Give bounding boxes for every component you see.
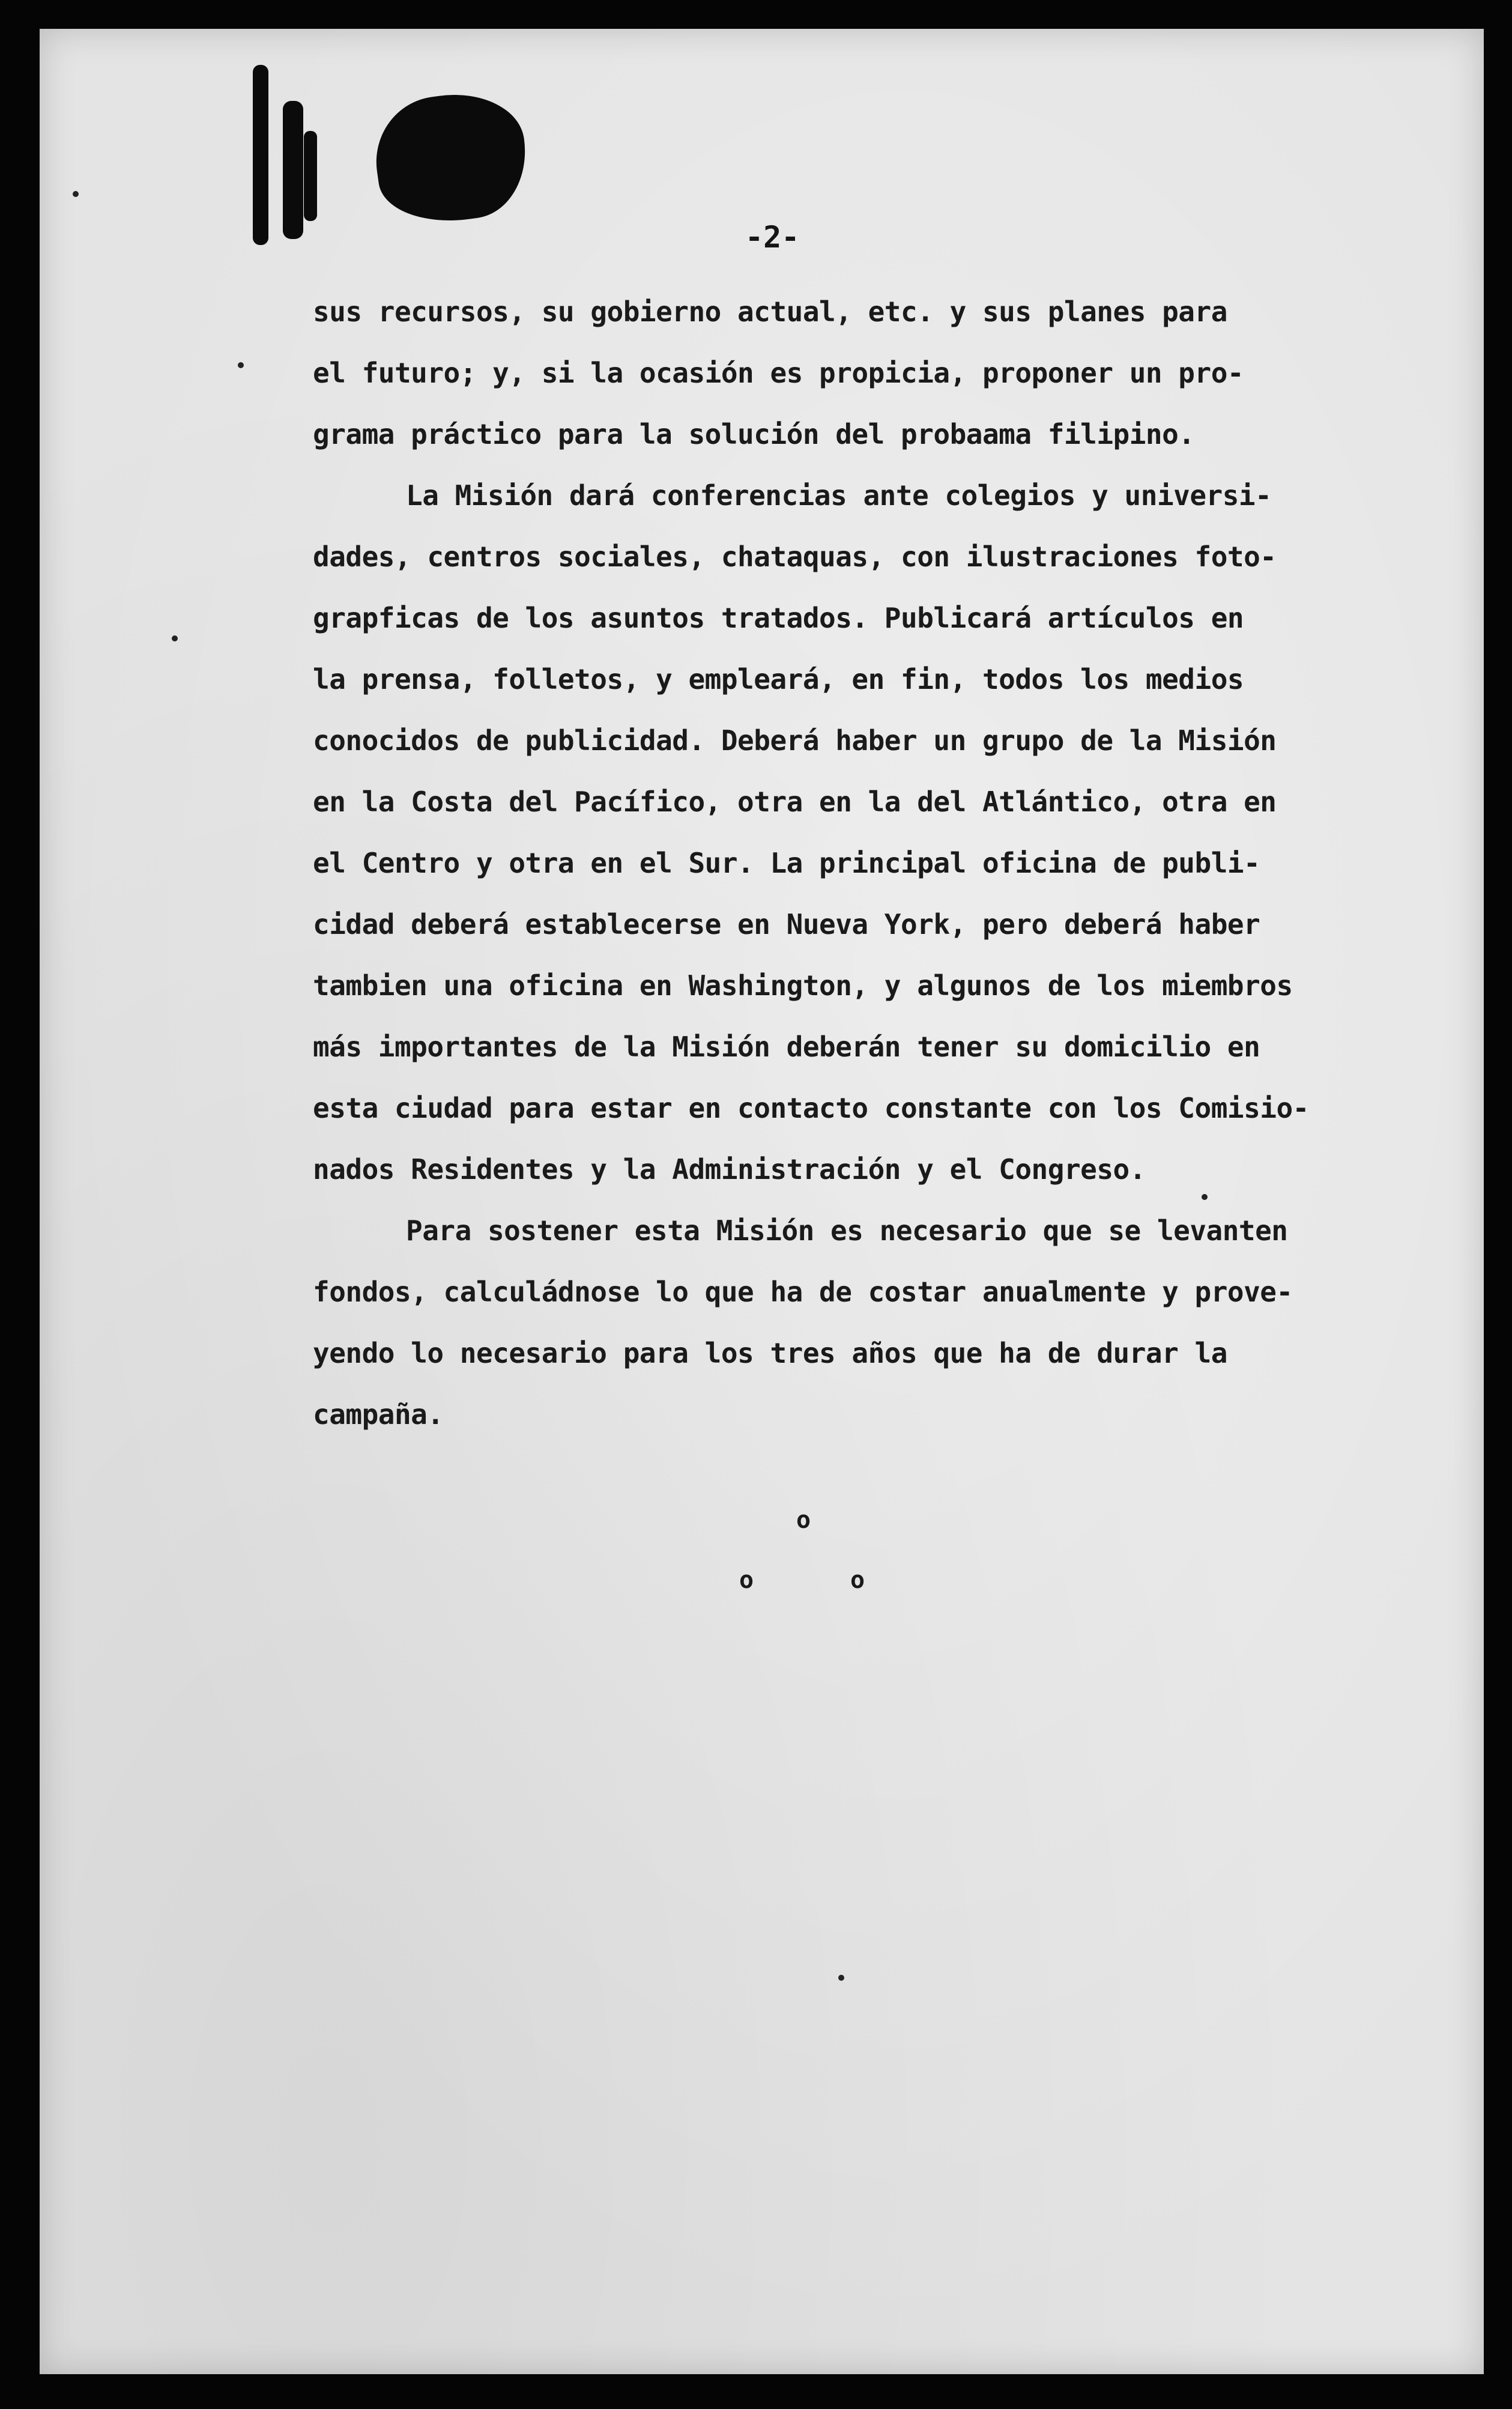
ornament-mark: o bbox=[739, 1566, 754, 1594]
paragraph-2 bbox=[313, 465, 1484, 1200]
text-line: en la Costa del Pacífico, otra en la del Atlántico, otra en bbox=[313, 786, 1277, 818]
text-line: tambien una oficina en Washington, y algunos de los miembros bbox=[313, 969, 1293, 1002]
speck bbox=[838, 1975, 844, 1981]
text-line: grama práctico para la solución del probaama filipino. bbox=[313, 418, 1195, 450]
text-line: campaña. bbox=[313, 1398, 444, 1431]
paper-page bbox=[40, 29, 1484, 2374]
text-line: dades, centros sociales, chataquas, con ilustraciones foto- bbox=[313, 541, 1277, 573]
text-line: la prensa, folletos, y empleará, en fin, todos los medios bbox=[313, 663, 1244, 695]
text-line: La Misión dará conferencias ante colegios y universi- bbox=[406, 479, 1272, 512]
text-line: cidad deberá establecerse en Nueva York, pero deberá haber bbox=[313, 908, 1260, 941]
ink-blot bbox=[368, 85, 534, 231]
ornament-mark: o bbox=[796, 1506, 811, 1534]
paragraph-3 bbox=[313, 1200, 1484, 1445]
ink-mark bbox=[304, 131, 317, 221]
text-line: sus recursos, su gobierno actual, etc. y sus planes para bbox=[313, 295, 1227, 328]
text-line: más importantes de la Misión deberán tener su domicilio en bbox=[313, 1031, 1260, 1063]
ink-mark bbox=[283, 101, 303, 239]
speck bbox=[238, 362, 244, 368]
text-line: conocidos de publicidad. Deberá haber un grupo de la Misión bbox=[313, 724, 1277, 757]
text-line: Para sostener esta Misión es necesario que se levanten bbox=[406, 1214, 1288, 1247]
end-ornament bbox=[730, 1506, 886, 1602]
text-line: fondos, calculádnose lo que ha de costar anualmente y prove- bbox=[313, 1276, 1293, 1308]
text-line: el Centro y otra en el Sur. La principal oficina de publi- bbox=[313, 847, 1260, 879]
text-line: yendo lo necesario para los tres años que ha de durar la bbox=[313, 1337, 1227, 1369]
ornament-mark: o bbox=[850, 1566, 865, 1594]
page-number: -2- bbox=[745, 220, 800, 255]
speck bbox=[73, 191, 79, 197]
body-text bbox=[313, 281, 1484, 1445]
text-line: esta ciudad para estar en contacto constante con los Comisio- bbox=[313, 1092, 1309, 1124]
text-line: grapficas de los asuntos tratados. Publicará artículos en bbox=[313, 602, 1244, 634]
ink-mark bbox=[253, 65, 268, 245]
text-line: el futuro; y, si la ocasión es propicia, proponer un pro- bbox=[313, 357, 1244, 389]
paragraph-1 bbox=[313, 281, 1484, 465]
text-line: nados Residentes y la Administración y el Congreso. bbox=[313, 1153, 1146, 1186]
speck bbox=[172, 635, 178, 641]
